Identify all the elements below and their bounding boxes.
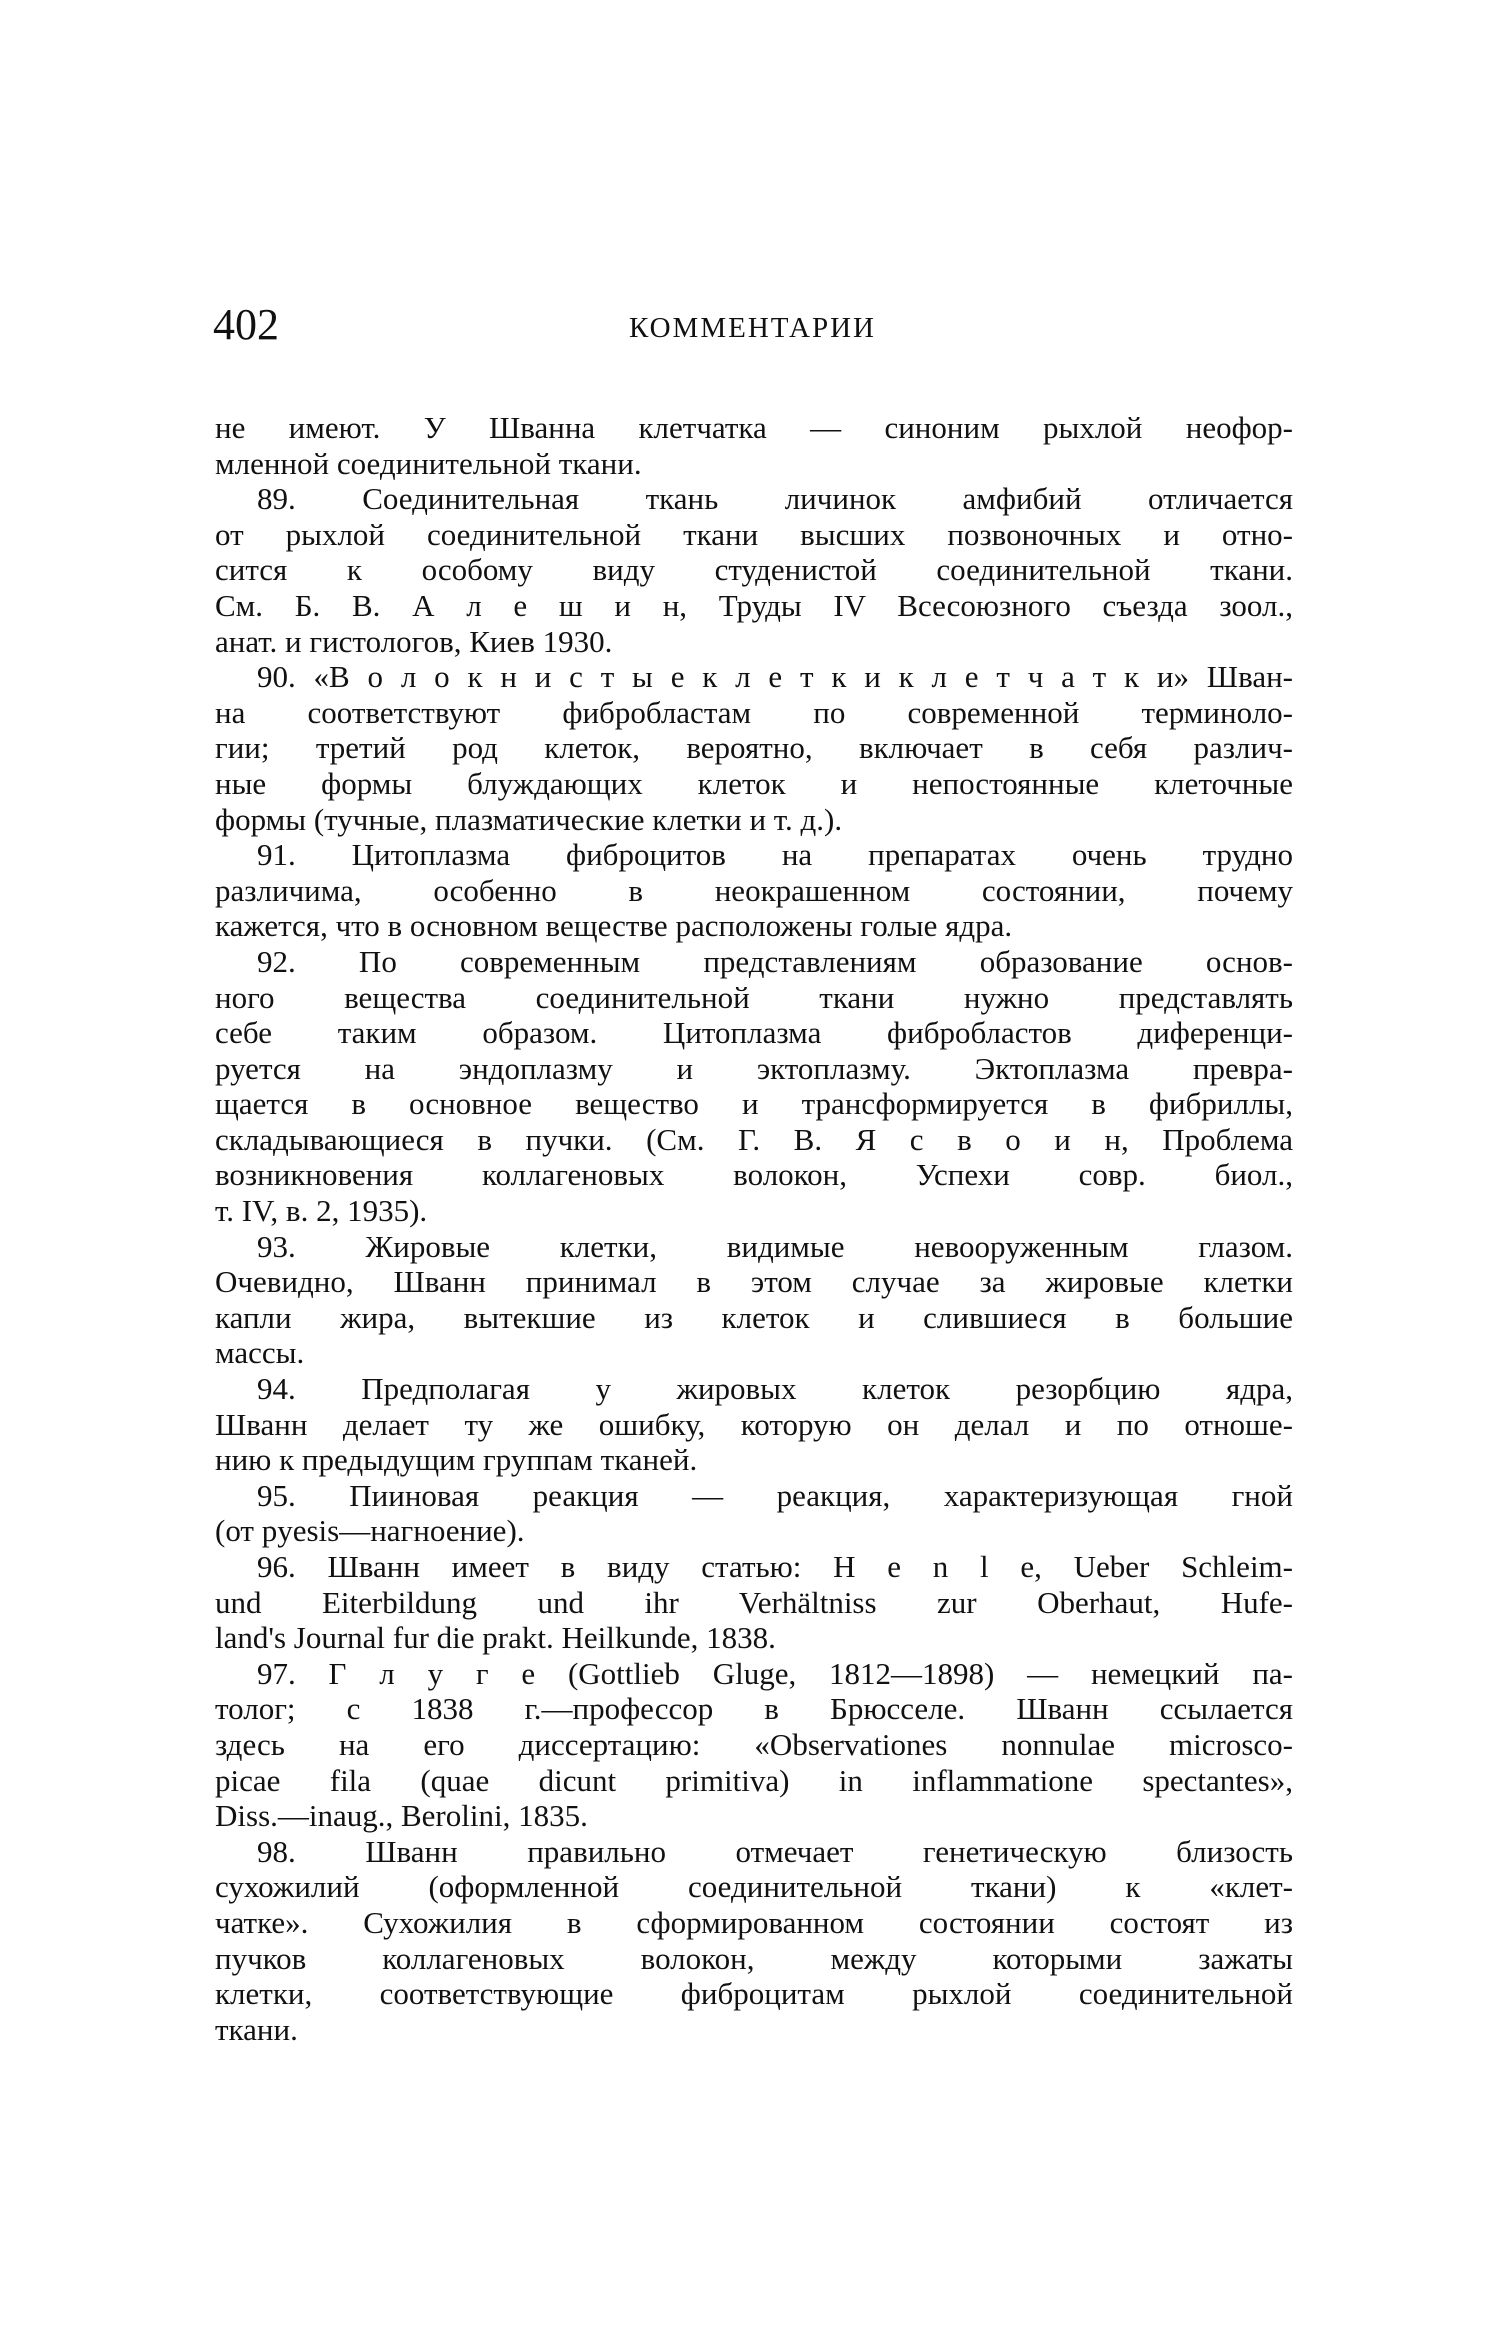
text-line: 90. «В о л о к н и с т ы е к л е т к и к л е т ч а т к и» Шван- xyxy=(257,659,1293,695)
text-line: 96. Шванн имеет в виду статью: H e n l e, Ueber Schleim- xyxy=(257,1549,1293,1584)
text-line: толог; с 1838 г.—профессор в Брюсселе. Шванн ссылается xyxy=(215,1691,1293,1727)
text-line: щается в основное вещество и трансформируется в фибриллы, xyxy=(215,1086,1293,1122)
commentary-body xyxy=(215,410,1293,2047)
text-line: Diss.—inaug., Berolini, 1835. xyxy=(215,1798,588,1834)
text-line: пучков коллагеновых волокон, между которыми зажаты xyxy=(215,1940,1293,1976)
text-line: кажется, что в основном веществе расположены голые ядра. xyxy=(215,908,1013,944)
text-line: und Eiterbildung und ihr Verhältniss zur Oberhaut, Hufe- xyxy=(215,1584,1293,1620)
text-line: land's Journal fur die prakt. Heilkunde, 1838. xyxy=(215,1620,776,1656)
text-line: ного вещества соединительной ткани нужно представлять xyxy=(215,979,1293,1015)
text-line: 92. По современным представлениям образование основ- xyxy=(257,943,1293,979)
commentary-note xyxy=(215,1478,1293,1549)
text-line: мленной соединительной ткани. xyxy=(215,445,642,481)
text-line: гии; третий род клеток, вероятно, включает в себя различ- xyxy=(215,730,1293,766)
text-line: не имеют. У Шванна клетчатка — синоним рыхлой неофор- xyxy=(215,410,1293,445)
text-line: picae fila (quae dicunt primitiva) in inflammatione spectantes», xyxy=(215,1762,1293,1798)
paragraph-continued xyxy=(215,410,1293,481)
text-line: 93. Жировые клетки, видимые невооруженным глазом. xyxy=(257,1228,1293,1264)
text-line: возникновения коллагеновых волокон, Успехи совр. биол., xyxy=(215,1157,1293,1193)
commentary-note xyxy=(215,1656,1293,1834)
text-line: сухожилий (оформленной соединительной ткани) к «клет- xyxy=(215,1869,1293,1905)
text-line: чатке». Сухожилия в сформированном состоянии состоят из xyxy=(215,1904,1293,1940)
text-line: клетки, соответствующие фиброцитам рыхлой соединительной xyxy=(215,1976,1293,2012)
text-line: 91. Цитоплазма фиброцитов на препаратах очень трудно xyxy=(257,837,1293,873)
text-line: Шванн делает ту же ошибку, которую он делал и по отноше- xyxy=(215,1406,1293,1442)
commentary-note xyxy=(215,1834,1293,2048)
text-line: 98. Шванн правильно отмечает генетическую близость xyxy=(257,1833,1293,1869)
commentary-note xyxy=(215,944,1293,1229)
text-line: от рыхлой соединительной ткани высших позвоночных и отно- xyxy=(215,516,1293,552)
text-line: складывающиеся в пучки. (См. Г. В. Я с в о и н, Проблема xyxy=(215,1121,1293,1157)
text-line: ткани. xyxy=(215,2011,298,2047)
text-line: 94. Предполагая у жировых клеток резорбцию ядра, xyxy=(257,1371,1293,1407)
running-head: КОММЕНТАРИИ xyxy=(628,312,877,344)
text-line: сится к особому виду студенистой соединительной ткани. xyxy=(215,552,1293,588)
text-line: нию к предыдущим группам тканей. xyxy=(215,1442,698,1478)
text-line: 97. Г л у г е (Gottlieb Gluge, 1812—1898) — немецкий па- xyxy=(257,1655,1293,1691)
text-line: ные формы блуждающих клеток и непостоянные клеточные xyxy=(215,765,1293,801)
text-line: формы (тучные, плазматические клетки и т. д.). xyxy=(215,801,843,837)
text-line: здесь на его диссертацию: «Observationes nonnulae microsco- xyxy=(215,1726,1293,1762)
text-line: массы. xyxy=(215,1335,305,1371)
text-line: руется на эндоплазму и эктоплазму. Эктоплазма превра- xyxy=(215,1050,1293,1086)
commentary-note xyxy=(215,659,1293,837)
text-line: капли жира, вытекшие из клеток и слившиеся в большие xyxy=(215,1299,1293,1335)
commentary-note xyxy=(215,1229,1293,1371)
text-line: различима, особенно в неокрашенном состоянии, почему xyxy=(215,872,1293,908)
text-line: т. IV, в. 2, 1935). xyxy=(215,1193,428,1229)
commentary-note xyxy=(215,1549,1293,1656)
text-line: себе таким образом. Цитоплазма фибробластов диференци- xyxy=(215,1015,1293,1051)
commentary-note xyxy=(215,837,1293,944)
text-line: Очевидно, Шванн принимал в этом случае за жировые клетки xyxy=(215,1264,1293,1300)
text-line: (от pyesis—нагноение). xyxy=(215,1513,525,1549)
text-line: См. Б. В. А л е ш и н, Труды IV Всесоюзного съезда зоол., xyxy=(215,587,1293,623)
text-line: анат. и гистологов, Киев 1930. xyxy=(215,623,613,659)
text-line: 95. Пииновая реакция — реакция, характеризующая гной xyxy=(257,1477,1293,1513)
commentary-note xyxy=(215,481,1293,659)
page-number: 402 xyxy=(213,300,279,349)
text-line: на соответствуют фибробластам по современной терминоло- xyxy=(215,694,1293,730)
commentary-note xyxy=(215,1371,1293,1478)
text-line: 89. Соединительная ткань личинок амфибий отличается xyxy=(257,481,1293,517)
